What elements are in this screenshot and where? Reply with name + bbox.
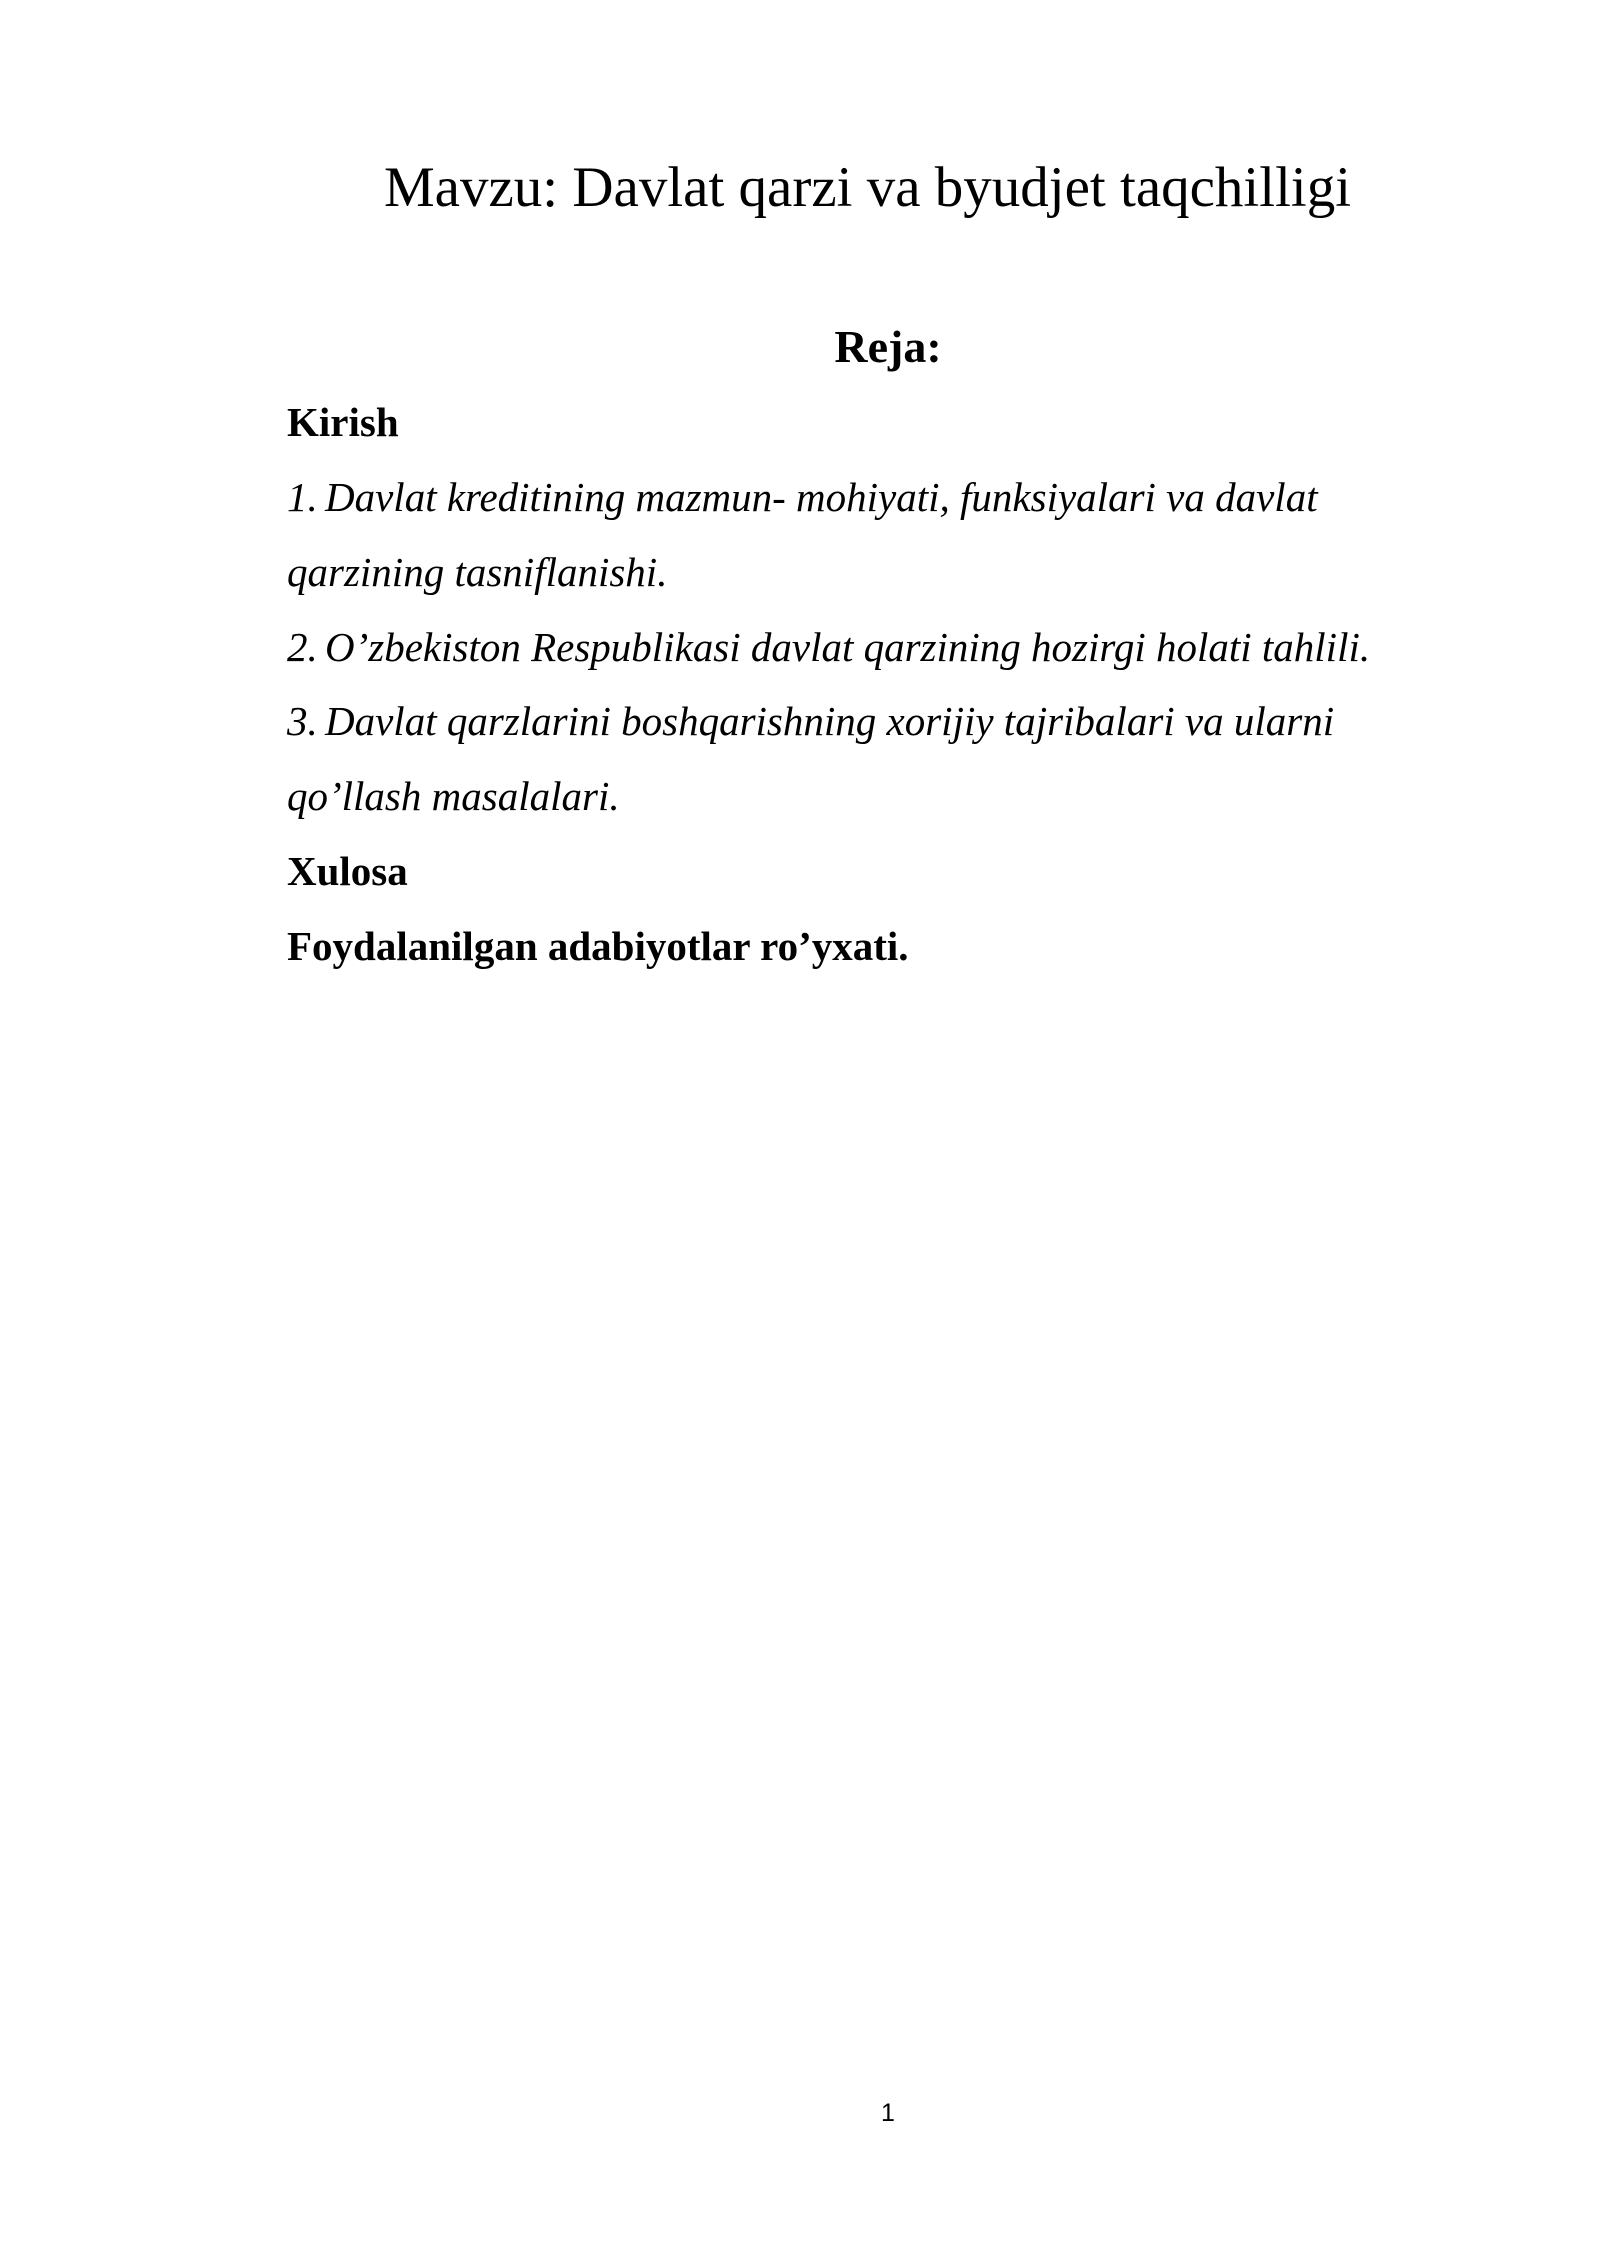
- plan-item-number: 3.: [287, 698, 318, 744]
- plan-heading: Reja:: [834, 321, 942, 372]
- plan-item-2: [287, 617, 1370, 677]
- plan-item-number: 1.: [287, 474, 318, 520]
- plan-item-text: Davlat kreditining mazmun- mohiyati, funksiyalari va davlat: [325, 474, 1318, 520]
- plan-item-introduction: Kirish: [287, 399, 399, 445]
- plan-item-conclusion: Xulosa: [287, 848, 408, 894]
- page-number: 1: [881, 2099, 895, 2127]
- plan-item-3-continuation: qo’llash masalalari.: [287, 773, 620, 819]
- plan-item-1: [287, 467, 1318, 527]
- plan-item-references: Foydalanilgan adabiyotlar ro’yxati.: [287, 923, 909, 969]
- plan-item-text: Davlat qarzlarini boshqarishning xorijiy tajribalari va ularni: [325, 698, 1335, 744]
- plan-item-3: [287, 691, 1334, 751]
- document-title: Mavzu: Davlat qarzi va byudjet taqchilligi: [384, 156, 1352, 219]
- plan-item-number: 2.: [287, 624, 318, 670]
- plan-item-1-continuation: qarzining tasniflanishi.: [287, 549, 668, 595]
- plan-item-text: O’zbekiston Respublikasi davlat qarzining hozirgi holati tahlili.: [325, 624, 1371, 670]
